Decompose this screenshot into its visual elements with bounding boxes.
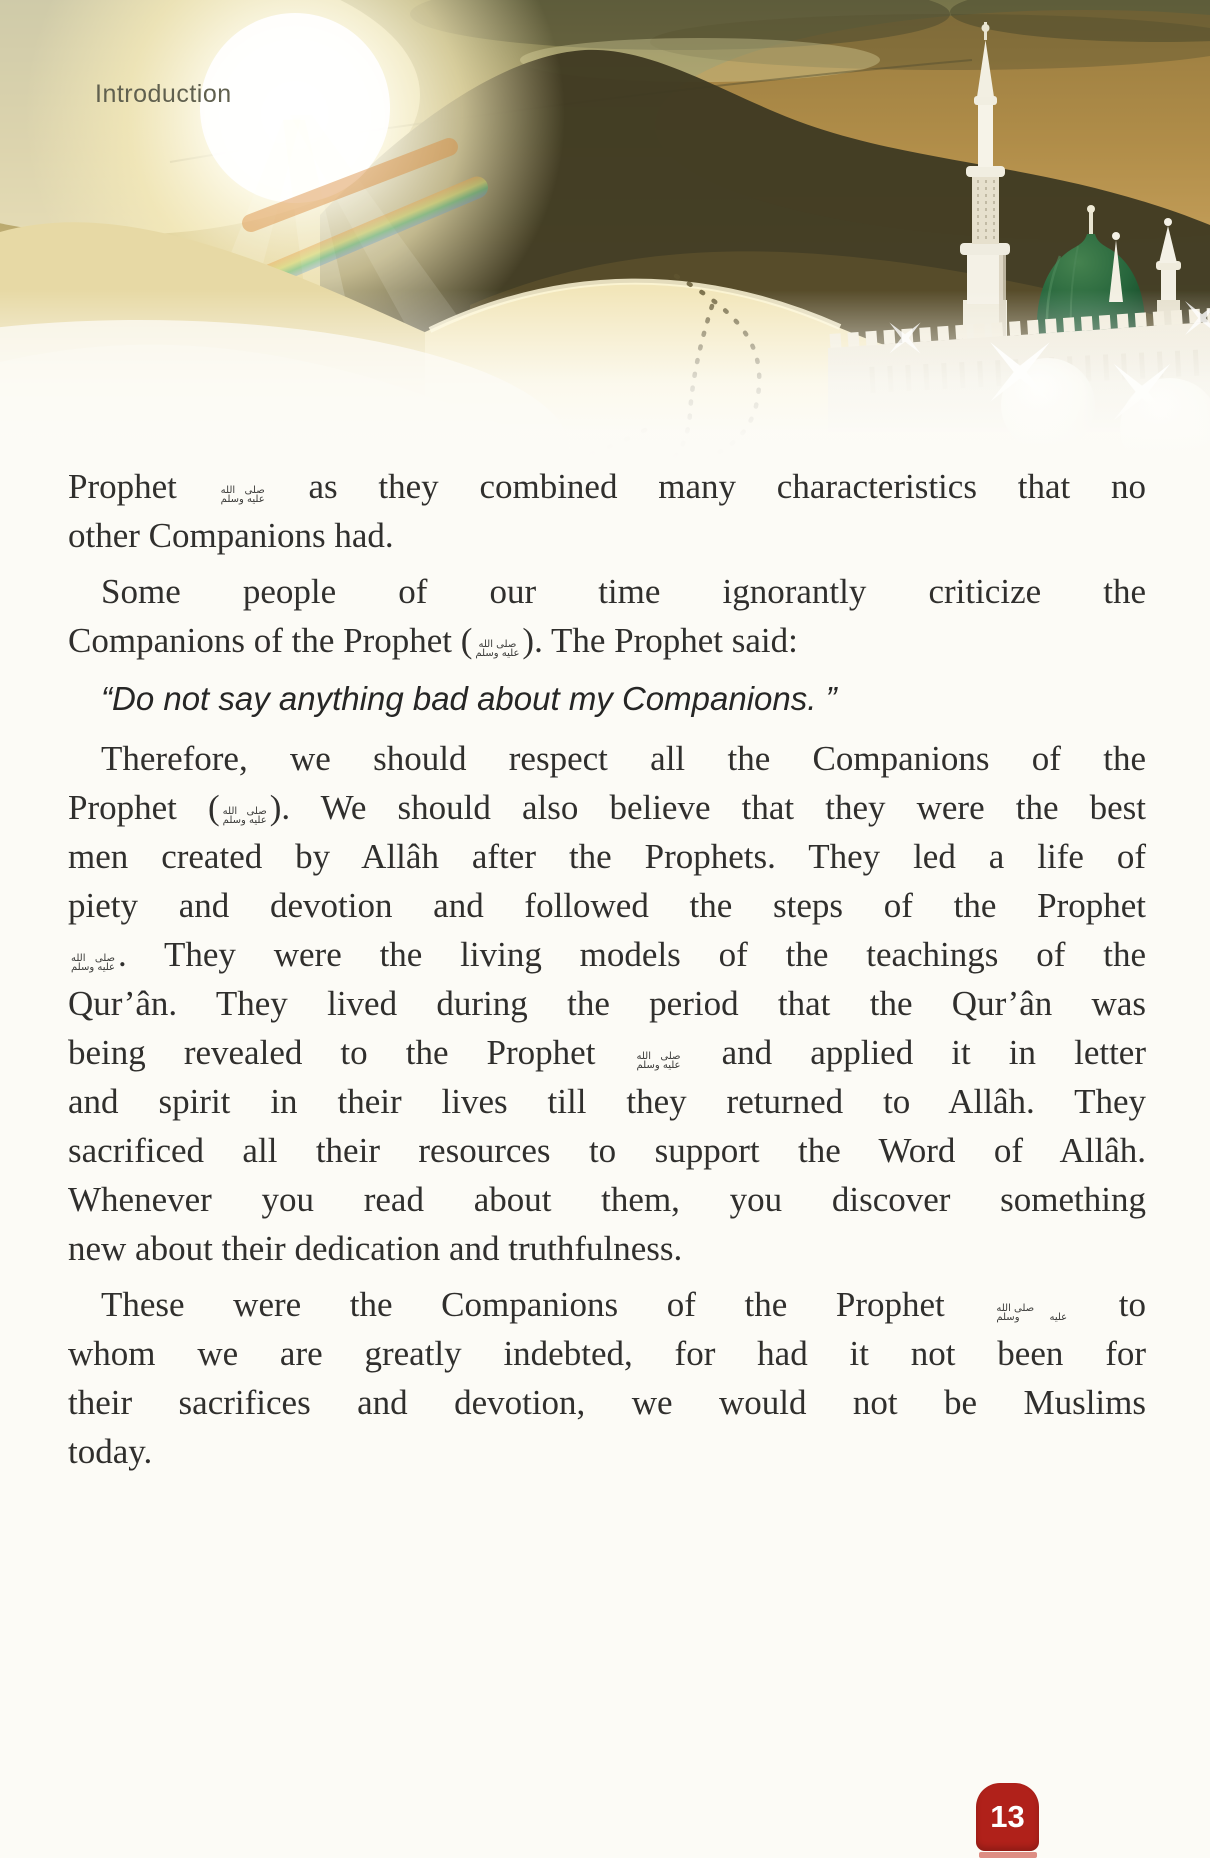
text-line: Qur’ân. They lived during the period that the Qur’ân was [68, 984, 1146, 1023]
text-line: men created by Allâh after the Prophets. They led a life of [68, 837, 1146, 876]
pbuh-symbol: صلى الله عليه وسلم [475, 639, 520, 659]
page-edge-strip [979, 1852, 1037, 1858]
body-text [68, 462, 1146, 1476]
text-line: These were the Companions of the Prophet صلى الله عليه وسلم to [101, 1285, 1146, 1324]
paragraph [68, 1280, 1146, 1476]
text-line: Therefore, we should respect all the Companions of the [101, 739, 1146, 778]
page-number-badge: 13 [976, 1783, 1039, 1851]
header-illustration [0, 0, 1210, 460]
section-label: Introduction [95, 80, 232, 108]
text-line: being revealed to the Prophet صلى الله عليه وسلم and applied it in letter [68, 1033, 1146, 1072]
text-line: sacrificed all their resources to support the Word of Allâh. [68, 1131, 1146, 1170]
text-line: other Companions had. [68, 516, 394, 555]
paragraph [68, 734, 1146, 1273]
text-line: whom we are greatly indebted, for had it not been for [68, 1334, 1146, 1373]
dome-finial-ball [1087, 205, 1095, 213]
paragraph [68, 567, 1146, 665]
pbuh-symbol: صلى الله عليه وسلم [636, 1051, 681, 1071]
text-line: Whenever you read about them, you discover something [68, 1180, 1146, 1219]
text-line: piety and devotion and followed the steps of the Prophet [68, 886, 1146, 925]
text-line: “Do not say anything bad about my Companions. ” [101, 680, 837, 717]
text-line: new about their dedication and truthfulness. [68, 1229, 683, 1268]
desert-mosque-artwork [0, 0, 1210, 460]
text-line: today. [68, 1432, 153, 1471]
text-line: their sacrifices and devotion, we would not be Muslims [68, 1383, 1146, 1422]
hadith-quote [68, 674, 1146, 723]
pbuh-symbol: صلى الله عليه وسلم [220, 485, 265, 505]
text-line: and spirit in their lives till they returned to Allâh. They [68, 1082, 1146, 1121]
text-line: Prophet ( صلى الله عليه وسلم). We should also believe that they were the best [68, 788, 1146, 827]
text-line: Some people of our time ignorantly criticize the [101, 572, 1146, 611]
pbuh-symbol: صلى الله عليه وسلم [222, 806, 267, 826]
text-line: Prophet صلى الله عليه وسلم as they combined many characteristics that no [68, 467, 1146, 506]
pbuh-symbol: صلى الله عليه وسلم [71, 953, 116, 973]
pbuh-symbol: صلى الله عليه وسلم [996, 1303, 1068, 1323]
text-line: صلى الله عليه وسلم. They were the living models of the teachings of the [71, 935, 1146, 974]
text-line: Companions of the Prophet ( صلى الله عليه وسلم). The Prophet said: [68, 621, 798, 660]
paragraph [68, 462, 1146, 560]
